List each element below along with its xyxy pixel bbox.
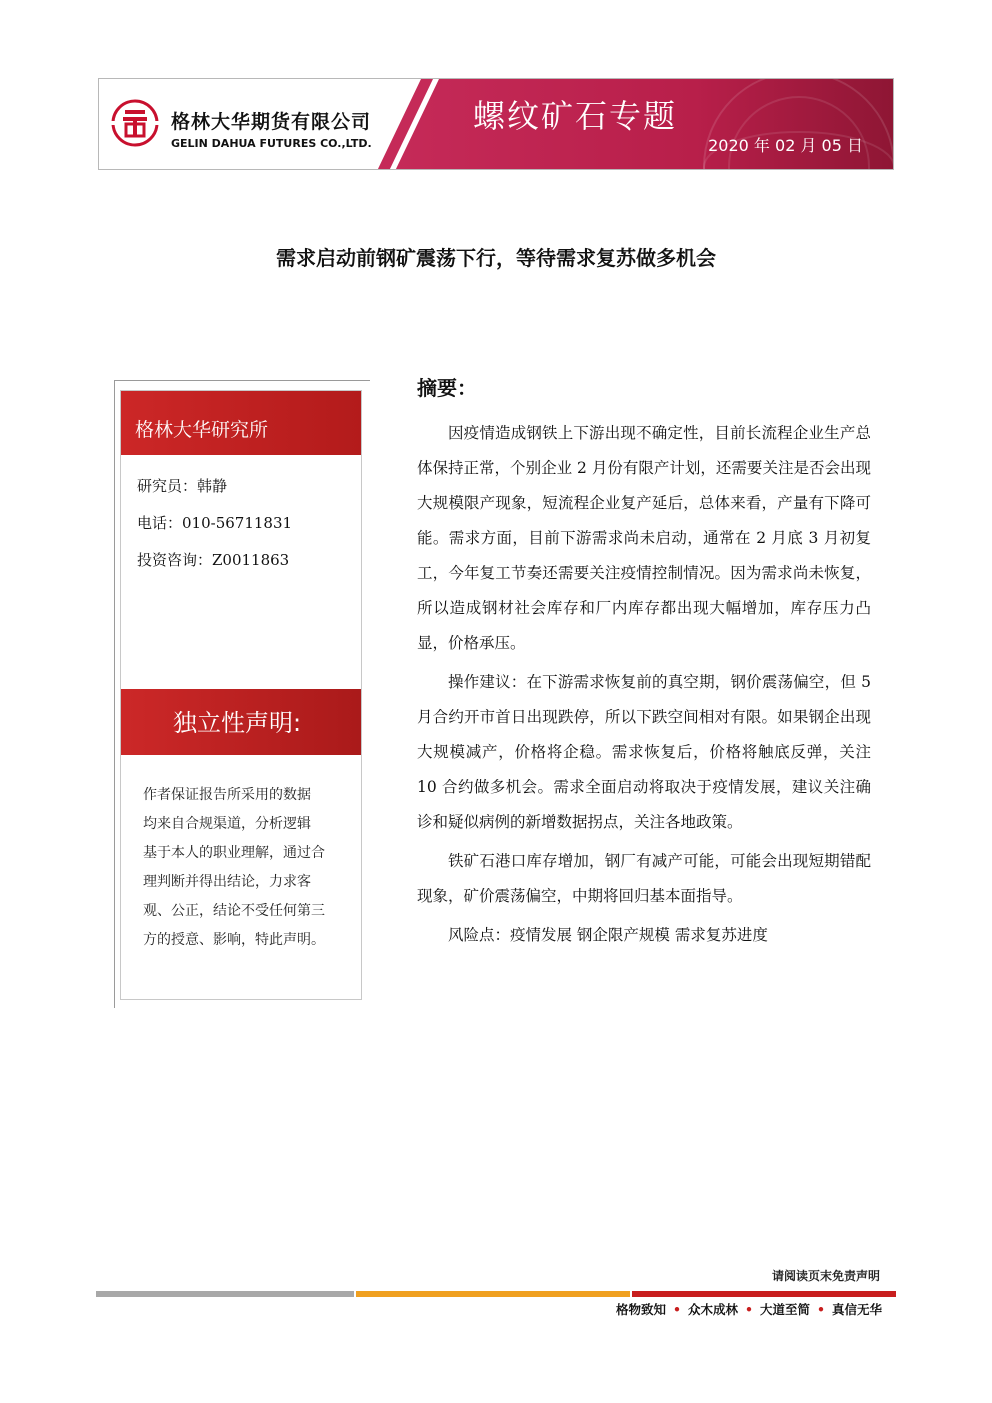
report-date: 2020 年 02 月 05 日 <box>708 136 863 155</box>
company-name-en: GELIN DAHUA FUTURES CO.,LTD. <box>171 137 372 150</box>
statement-line: 均来自合规渠道，分析逻辑 <box>143 816 311 832</box>
company-logo-icon <box>111 99 159 147</box>
researcher-license: 投资咨询：Z0011863 <box>137 551 290 569</box>
motto-item: 格物致知 <box>615 1302 666 1317</box>
statement-line: 方的授意、影响，特此声明。 <box>143 932 325 948</box>
footer-rule-red <box>632 1291 896 1297</box>
independence-title: 独立性声明: <box>173 709 302 737</box>
researcher-name: 研究员：韩静 <box>137 477 228 495</box>
disclaimer-note: 请阅读页末免责声明 <box>771 1269 880 1283</box>
abstract-paragraph: 因疫情造成钢铁上下游出现不确定性，目前长流程企业生产总体保持正常，个别企业 2 月份有限产计划，还需要关注是否会出现大规模限产现象，短流程企业复产延后，总体来看，产量有下降可能。需求方面，目前下游需求尚未启动，通常在 2 月底 3 月初复工，今年复工节奏还需要关注疫情控制情况。因为需求尚未恢复，所以造成钢材社会库存和厂内库存都出现大幅增加，库存压力凸显，价格承压。 <box>417 424 871 652</box>
abstract-paragraph: 铁矿石港口库存增加，钢厂有减产可能，可能会出现短期错配现象，矿价震荡偏空，中期将回归基本面指导。 <box>417 852 871 905</box>
independence-header <box>121 689 361 755</box>
sidebar-left-rule <box>114 380 115 1008</box>
sidebar-top-rule <box>114 380 370 381</box>
company-motto <box>616 1300 882 1318</box>
report-title: 需求启动前钢矿震荡下行，等待需求复苏做多机会 <box>276 246 716 270</box>
motto-item: 大道至简 <box>759 1302 810 1317</box>
motto-separator: • <box>672 1302 681 1317</box>
abstract-paragraph: 风险点：疫情发展 钢企限产规模 需求复苏进度 <box>448 926 768 944</box>
abstract-paragraph: 操作建议：在下游需求恢复前的真空期，钢价震荡偏空，但 5 月合约开市首日出现跌停，所以下跌空间相对有限。如果钢企出现大规模减产，价格将企稳。需求恢复后，价格将触底反弹，关注 10 合约做多机会。需求全面启动将取决于疫情发展，建议关注确诊和疑似病例的新增数据拐点，关注各地政策。 <box>417 673 871 831</box>
motto-item: 众木成林 <box>687 1302 738 1317</box>
institute-header <box>121 391 361 455</box>
company-name-cn: 格林大华期货有限公司 <box>171 111 372 133</box>
institute-name: 格林大华研究所 <box>135 419 269 441</box>
report-header <box>98 78 894 170</box>
footer-rule-gray <box>96 1291 354 1297</box>
statement-line: 作者保证报告所采用的数据 <box>143 787 311 803</box>
motto-separator: • <box>816 1302 825 1317</box>
researcher-phone: 电话：010-56711831 <box>137 514 293 532</box>
abstract-label: 摘要： <box>417 376 477 400</box>
report-type-title: 螺纹矿石专题 <box>473 97 678 135</box>
abstract-body <box>417 416 871 957</box>
motto-separator: • <box>744 1302 753 1317</box>
statement-line: 理判断并得出结论，力求客 <box>143 874 311 890</box>
independence-statement <box>143 781 347 955</box>
sidebar-panel <box>120 390 362 1000</box>
motto-item: 真信无华 <box>831 1302 882 1317</box>
footer-rule-orange <box>356 1291 630 1297</box>
statement-line: 基于本人的职业理解，通过合 <box>143 845 325 861</box>
statement-line: 观、公正，结论不受任何第三 <box>143 903 325 919</box>
